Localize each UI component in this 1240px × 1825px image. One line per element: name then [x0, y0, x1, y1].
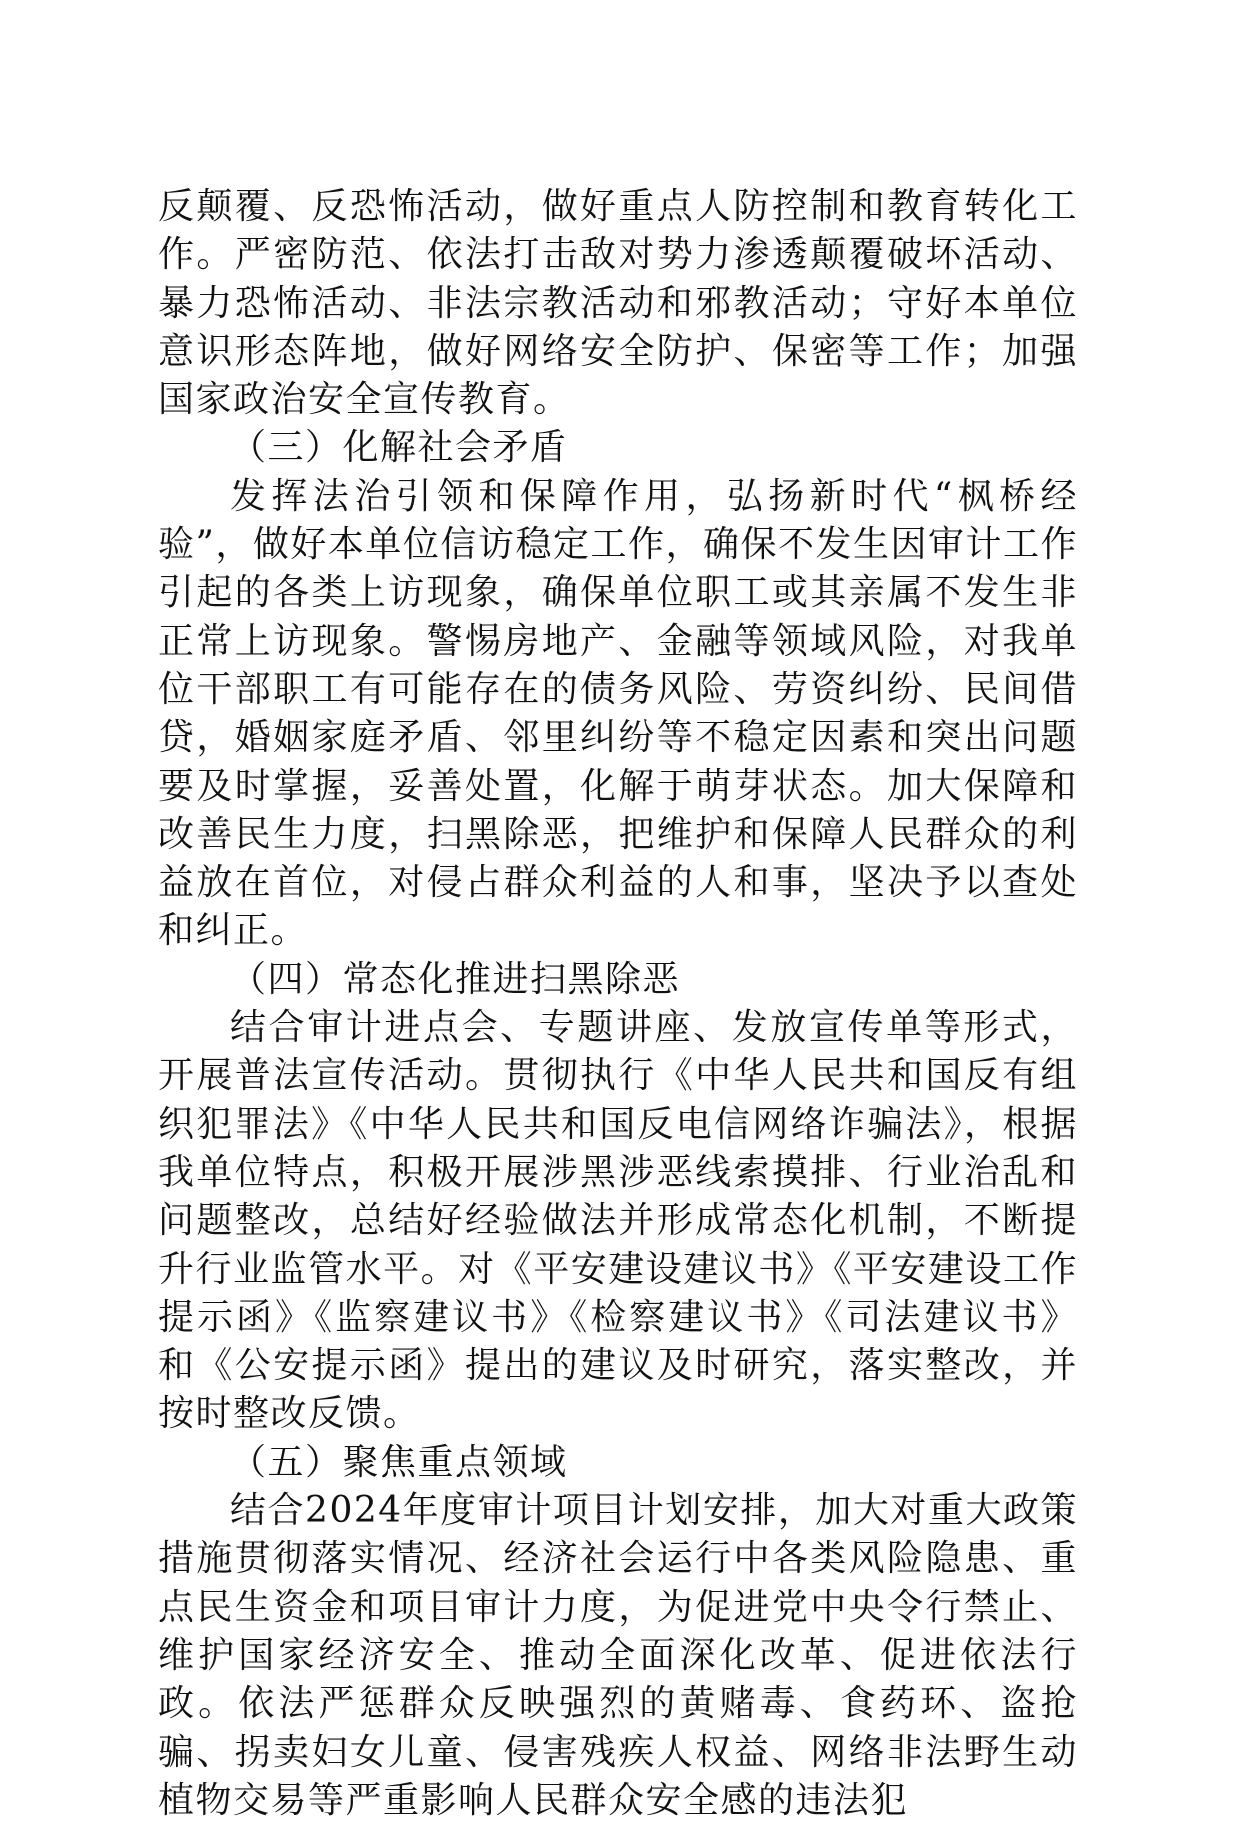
section-heading-4: （四）常态化推进扫黑除恶 — [230, 958, 681, 1000]
section-heading-3: （三）化解社会矛盾 — [230, 427, 568, 469]
paragraph-key-areas: 结合2024年度审计项目计划安排，加大对重大政策措施贯彻落实情况、经济社会运行中各类风险隐患、重点民生资金和项目审计力度，为促进党中央令行禁止、维护国家经济安全、推动全面深化改革、促进依法行政。依法严惩群众反映强烈的黄赌毒、食药环、盗抢骗、拐卖妇女儿童、侵害残疾人权益、网络非法野生动植物交易等严重影响人民群众安全感的违法犯 — [158, 1490, 1078, 1821]
paragraph-political-security: 反颠覆、反恐怖活动，做好重点人防控制和教育转化工作。严密防范、依法打击敌对势力渗透颠覆破坏活动、暴力恐怖活动、非法宗教活动和邪教活动；守好本单位意识形态阵地，做好网络安全防护、保密等工作；加强国家政治安全宣传教育。 — [158, 186, 1078, 421]
paragraph-anti-crime: 结合审计进点会、专题讲座、发放宣传单等形式，开展普法宣传活动。贯彻执行《中华人民共和国反有组织犯罪法》《中华人民共和国反电信网络诈骗法》，根据我单位特点，积极开展涉黑涉恶线索摸排、行业治乱和问题整改，总结好经验做法并形成常态化机制，不断提升行业监管水平。对《平安建设建议书》《平安建设工作提示函》《监察建议书》《检察建议书》《司法建议书》和《公安提示函》提出的建议及时研究，落实整改，并按时整改反馈。 — [158, 1007, 1078, 1435]
paragraph-resolve-conflicts: 发挥法治引领和保障作用，弘扬新时代“枫桥经验”，做好本单位信访稳定工作，确保不发生因审计工作引起的各类上访现象，确保单位职工或其亲属不发生非正常上访现象。警惕房地产、金融等领域风险，对我单位干部职工有可能存在的债务风险、劳资纠纷、民间借贷，婚姻家庭矛盾、邻里纠纷等不稳定因素和突出问题要及时掌握，妥善处置，化解于萌芽状态。加大保障和改善民生力度，扫黑除恶，把维护和保障人民群众的利益放在首位，对侵占群众利益的人和事，坚决予以查处和纠正。 — [158, 475, 1078, 952]
section-heading-5: （五）聚焦重点领域 — [230, 1441, 568, 1483]
document-body — [158, 183, 1078, 1825]
